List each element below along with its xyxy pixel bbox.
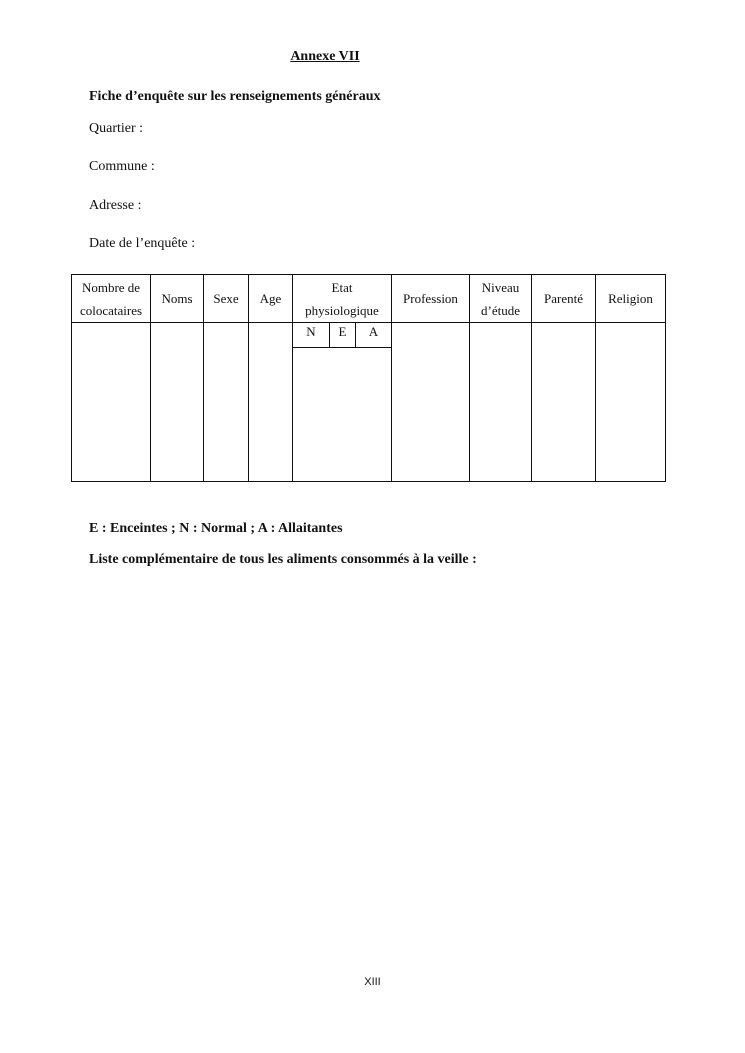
legend: E : Enceintes ; N : Normal ; A : Allaitantes [89, 521, 343, 536]
header-noms: Noms [151, 275, 204, 323]
cell-parente[interactable] [532, 323, 596, 482]
table-body-row [72, 323, 666, 482]
table-header-row [72, 275, 666, 323]
food-list-heading: Liste complémentaire de tous les aliments consommés à la veille : [89, 552, 477, 567]
header-parente: Parenté [532, 275, 596, 323]
cell-nombre[interactable] [72, 323, 151, 482]
etat-subheader [293, 323, 391, 348]
header-religion: Religion [596, 275, 666, 323]
survey-table [71, 274, 666, 482]
subheader-e: E [330, 323, 356, 347]
cell-niveau[interactable] [470, 323, 532, 482]
annex-title: Annexe VII [290, 49, 360, 64]
subheader-n: N [293, 323, 330, 347]
header-age: Age [249, 275, 293, 323]
form-heading: Fiche d’enquête sur les renseignements généraux [89, 89, 381, 104]
cell-sexe[interactable] [204, 323, 249, 482]
page-number: XIII [364, 976, 381, 988]
header-etat-physiologique: Etat physiologique [293, 275, 392, 323]
header-nombre-colocataires: Nombre de colocataires [72, 275, 151, 323]
adresse-label: Adresse : [89, 198, 142, 213]
header-niveau-etude: Niveau d’étude [470, 275, 532, 323]
commune-label: Commune : [89, 159, 155, 174]
cell-etat-physiologique [293, 323, 392, 482]
header-sexe: Sexe [204, 275, 249, 323]
header-profession: Profession [392, 275, 470, 323]
cell-noms[interactable] [151, 323, 204, 482]
quartier-label: Quartier : [89, 121, 144, 136]
date-label: Date de l’enquête : [89, 236, 196, 251]
subheader-a: A [368, 324, 379, 339]
cell-religion[interactable] [596, 323, 666, 482]
cell-etat-value[interactable] [293, 348, 391, 481]
cell-profession[interactable] [392, 323, 470, 482]
cell-age[interactable] [249, 323, 293, 482]
